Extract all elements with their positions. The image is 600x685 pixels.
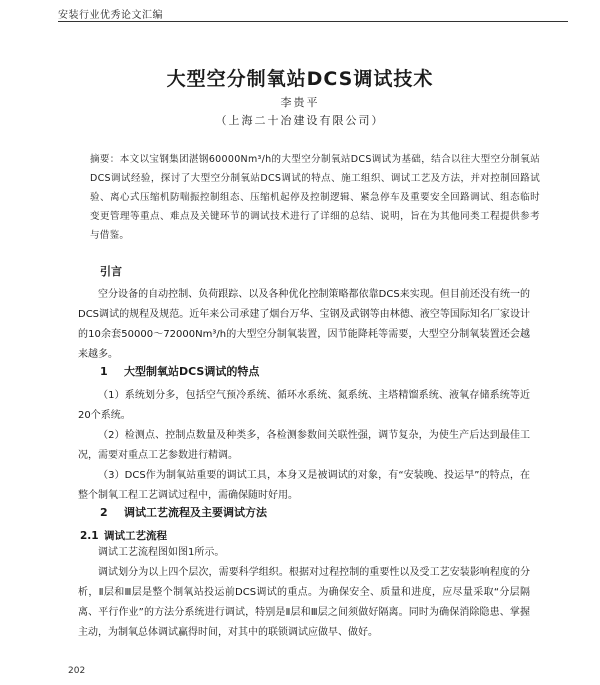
paragraph: 调试工艺流程图如图1所示。 [98, 547, 225, 558]
header-rule [58, 21, 568, 22]
paragraph: 空分设备的自动控制、负荷跟踪、以及各种优化控制策略都依靠DCS来实现。但目前还没有统一的DCS调试的规程及规范。近年来公司承建了烟台万华、宝钢及武钢等由林德、液空等国际知名厂家设计的10余套50000～72000Nm³/h的大型空分制氧装置，因节能降耗等需要，大型空分制氧装置还会越来越多。 [78, 289, 530, 360]
section-title: 引言 [100, 265, 122, 278]
section-heading-intro [100, 263, 122, 279]
article-affiliation: （上海二十冶建设有限公司） [215, 114, 385, 127]
paragraph: （2）检测点、控制点数量及种类多，各检测参数间关联性强，调节复杂，为使生产后达到最佳工况，需要对重点工艺参数进行精调。 [78, 430, 530, 461]
intro-body [78, 285, 530, 365]
section-1-body [78, 386, 530, 506]
page-number: 202 [68, 666, 86, 676]
section-title: 大型制氧站DCS调试的特点 [124, 365, 260, 378]
subsection-title: 调试工艺流程 [104, 530, 167, 542]
subsection-number: 2.1 [80, 530, 99, 542]
paragraph: （3）DCS作为制氧站重要的调试工具，本身又是被调试的对象，有“安装晚、投运早”的特点，在整个制氧工程工艺调试过程中，需确保随时好用。 [78, 470, 530, 501]
section-heading-2 [100, 504, 267, 520]
running-header: 安装行业优秀论文汇编 [58, 10, 163, 21]
section-number: 1 [100, 365, 108, 378]
paragraph: 调试划分为以上四个层次，需要科学组织。根据对过程控制的重要性以及受工艺安装影响程度的分析，Ⅱ层和Ⅲ层是整个制氧站投运前DCS调试的重点。为确保安全、质量和进度，应尽量采取“分层隔离、平行作业”的方法分系统进行调试，特别是Ⅱ层和Ⅲ层之间须做好隔离。同时为确保消除隐患、掌握主动，为制氧总体调试赢得时间，对其中的联锁调试应做早、做好。 [78, 567, 530, 638]
abstract: 摘要：本文以宝钢集团湛钢60000Nm³/h的大型空分制氧站DCS调试为基础，结合以往大型空分制氧站DCS调试经验，探讨了大型空分制氧站DCS调试的特点、施工组织、调试工艺及方法，并对控制回路试验、离心式压缩机防喘振控制组态、压缩机起停及控制逻辑、紧急停车及重要安全回路调试、组态临时变更管理等重点、难点及关键环节的调试技术进行了详细的总结、说明，旨在为其他同类工程提供参考与借鉴。 [90, 154, 540, 241]
article-author: 李贵平 [280, 96, 320, 109]
section-title: 调试工艺流程及主要调试方法 [124, 506, 267, 519]
section-heading-1 [100, 363, 259, 379]
section-2-1-body [78, 543, 530, 643]
paragraph: （1）系统划分多，包括空气预冷系统、循环水系统、氮系统、主塔精馏系统、液氧存储系统等近20个系统。 [78, 390, 530, 421]
section-number: 2 [100, 506, 108, 519]
subsection-heading-2-1 [80, 528, 167, 543]
article-title: 大型空分制氧站DCS调试技术 [166, 68, 434, 90]
